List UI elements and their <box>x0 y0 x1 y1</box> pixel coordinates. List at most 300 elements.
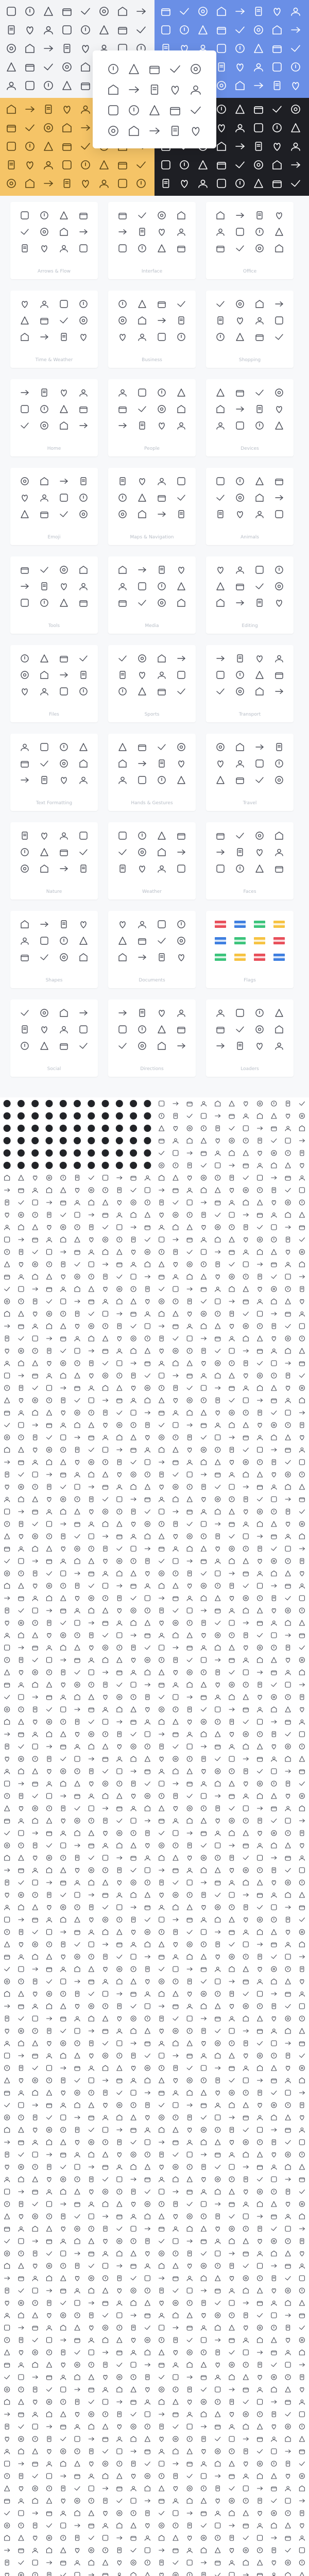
catalog-icon <box>103 1460 108 1465</box>
catalog-icon <box>202 2028 205 2033</box>
catalog-icon <box>103 1757 108 1761</box>
category-icon <box>257 656 262 662</box>
category-icon <box>140 1009 145 1016</box>
category-icons <box>108 734 196 795</box>
catalog-icon <box>145 2276 150 2281</box>
catalog-icon <box>215 2437 220 2441</box>
catalog-icon <box>258 1362 263 1365</box>
catalog-icon <box>286 2066 289 2071</box>
catalog-icon <box>299 2016 304 2021</box>
catalog-icon <box>131 1954 136 1959</box>
catalog-icon <box>19 1447 24 1452</box>
brand-icon <box>18 1162 25 1169</box>
catalog-icon <box>146 2387 149 2392</box>
catalog-icon <box>5 1447 10 1452</box>
catalog-icon <box>146 2511 149 2516</box>
category-icon <box>159 954 164 961</box>
catalog-icon <box>75 1892 80 1897</box>
category-icon <box>276 479 283 485</box>
catalog-icon <box>5 1325 10 1328</box>
catalog-icon <box>243 1992 248 1996</box>
catalog-icon <box>173 2561 178 2565</box>
catalog-icon <box>299 1942 304 1947</box>
catalog-icon <box>146 1694 149 1700</box>
catalog-icon <box>103 1213 108 1217</box>
catalog-icon <box>47 1905 51 1910</box>
category-icon <box>159 1010 164 1016</box>
catalog-icon <box>243 1286 248 1292</box>
catalog-icon <box>201 2153 206 2156</box>
catalog-icon <box>103 1498 108 1501</box>
catalog-icon <box>258 1113 263 1118</box>
catalog-icon <box>103 2437 108 2442</box>
catalog-icon <box>258 2065 263 2071</box>
catalog-icon <box>75 1200 80 1205</box>
catalog-icon <box>201 1572 206 1575</box>
catalog-icon <box>103 1943 108 1946</box>
catalog-icon <box>258 2079 263 2082</box>
catalog-icon <box>300 1694 304 1700</box>
catalog-icon <box>271 1831 277 1836</box>
catalog-icon <box>131 1571 136 1576</box>
catalog-icon <box>75 1497 80 1502</box>
category-icon <box>42 246 47 252</box>
catalog-icon <box>103 2042 108 2045</box>
catalog-icon <box>104 1818 107 1823</box>
catalog-icon <box>229 1509 234 1514</box>
catalog-icon <box>32 1510 38 1514</box>
catalog-icon <box>32 1460 38 1465</box>
catalog-icon <box>117 2325 122 2330</box>
category-icon <box>178 495 185 500</box>
catalog-icon <box>173 2499 178 2503</box>
category-icon <box>256 335 263 341</box>
catalog-icon <box>272 2016 276 2021</box>
catalog-icon <box>19 2115 24 2120</box>
catalog-icon <box>271 1349 277 1353</box>
catalog-icon <box>160 1213 163 1217</box>
catalog-icon <box>46 2252 52 2256</box>
catalog-icon <box>19 1806 23 1811</box>
catalog-icon <box>159 1249 164 1255</box>
brand-icon <box>74 1162 81 1169</box>
catalog-icon <box>258 2263 263 2268</box>
catalog-icon <box>117 2473 122 2479</box>
catalog-icon <box>33 2387 37 2392</box>
catalog-icon <box>187 1633 192 1638</box>
catalog-icon <box>215 1658 220 1662</box>
catalog-icon <box>187 2054 192 2058</box>
catalog-icon <box>46 1410 52 1415</box>
catalog-icon <box>131 1386 135 1391</box>
catalog-icon <box>61 1695 66 1700</box>
catalog-icon <box>201 1980 206 1984</box>
catalog-icon <box>89 2202 94 2207</box>
catalog-icon <box>32 2240 38 2243</box>
catalog-icon <box>61 1473 66 1477</box>
catalog-icon <box>5 1237 10 1242</box>
catalog-icon <box>285 1484 290 1489</box>
catalog-icon <box>159 1435 164 1440</box>
catalog-icon <box>258 1917 263 1922</box>
category-icon <box>21 655 28 662</box>
catalog-icon <box>243 1126 248 1131</box>
catalog-icon <box>271 2325 277 2330</box>
catalog-icon <box>201 1793 206 1799</box>
catalog-icon <box>61 1337 66 1341</box>
catalog-icon <box>243 1694 248 1700</box>
category-icon <box>158 832 165 839</box>
card-caption: Weather <box>142 889 162 894</box>
catalog-icon <box>258 2239 262 2244</box>
catalog-icon <box>46 2412 52 2417</box>
catalog-icon <box>258 2487 263 2490</box>
catalog-icon <box>173 1881 178 1885</box>
category-icons <box>108 645 196 707</box>
catalog-icon <box>243 2252 248 2256</box>
catalog-icon <box>5 2240 10 2243</box>
category-icon <box>178 1044 185 1048</box>
catalog-icon <box>271 2065 277 2071</box>
brand-icon <box>144 1125 151 1132</box>
catalog-icon <box>187 1880 192 1885</box>
category-icon <box>158 599 165 606</box>
catalog-icon <box>173 2115 178 2120</box>
category-icon <box>60 673 67 677</box>
catalog-icon <box>19 2078 23 2083</box>
catalog-icon <box>159 2041 164 2046</box>
catalog-icon <box>75 1336 80 1341</box>
catalog-icon <box>272 2412 276 2417</box>
catalog-icon <box>103 2029 108 2033</box>
category-icon <box>120 865 125 872</box>
catalog-icon <box>173 1212 178 1217</box>
category-icon <box>276 655 283 662</box>
catalog-icon <box>300 1571 304 1576</box>
catalog-icon <box>244 2177 248 2182</box>
catalog-icon <box>159 2350 164 2355</box>
catalog-icon <box>202 1484 205 1489</box>
catalog-icon <box>258 2560 263 2565</box>
category-icon <box>81 478 86 485</box>
catalog-icon <box>5 1819 10 1823</box>
catalog-icon <box>243 1188 248 1193</box>
catalog-icon <box>258 1324 263 1329</box>
catalog-icon <box>75 2226 80 2231</box>
catalog-icon <box>187 1546 192 1551</box>
catalog-icon <box>202 1905 205 1910</box>
catalog-icon <box>159 1657 164 1663</box>
catalog-icon <box>300 2511 304 2516</box>
catalog-icon <box>61 2091 65 2095</box>
catalog-icon <box>19 1719 24 1724</box>
catalog-icon <box>300 1707 304 1712</box>
catalog-icon <box>103 2325 108 2330</box>
catalog-icon <box>174 2350 177 2355</box>
brand-icon <box>31 1149 39 1157</box>
catalog-icons <box>0 1097 309 2576</box>
catalog-icon <box>19 1955 24 1959</box>
catalog-icon <box>5 2449 10 2454</box>
catalog-icon <box>159 1385 164 1391</box>
catalog-icon <box>5 1869 10 1872</box>
catalog-icon <box>75 2215 80 2218</box>
catalog-icon <box>47 1892 51 1897</box>
brand-icon <box>144 1100 151 1107</box>
catalog-icon <box>229 1781 234 1786</box>
catalog-icon <box>19 1769 24 1774</box>
catalog-icon <box>89 1658 94 1663</box>
catalog-icon <box>201 2116 206 2120</box>
catalog-icon <box>103 1671 108 1674</box>
catalog-icon <box>103 1906 108 1909</box>
catalog-icon <box>32 1274 38 1279</box>
catalog-icon <box>243 1349 248 1352</box>
catalog-icon <box>75 1399 80 1402</box>
catalog-icon <box>285 1448 290 1452</box>
catalog-icon <box>299 1126 304 1131</box>
catalog-icon <box>173 1855 178 1860</box>
catalog-icon <box>145 1312 150 1316</box>
catalog-icon <box>131 1658 135 1663</box>
catalog-icon <box>103 1793 108 1799</box>
catalog-icon <box>258 1138 262 1143</box>
catalog-icon <box>187 1200 192 1205</box>
catalog-icon <box>103 2337 108 2343</box>
catalog-icon <box>187 2214 192 2219</box>
catalog-icon <box>258 2226 262 2231</box>
catalog-icon <box>215 1831 220 1836</box>
catalog-icon <box>271 1793 277 1799</box>
brand-icon <box>130 1112 137 1120</box>
catalog-icon <box>75 2004 79 2009</box>
category-icon <box>60 494 67 501</box>
catalog-icon <box>229 2487 234 2490</box>
catalog-icon <box>258 2288 263 2293</box>
catalog-icon <box>173 1733 178 1737</box>
catalog-icon <box>299 1596 304 1601</box>
catalog-icon <box>90 1238 93 1242</box>
category-card-shapes <box>10 911 98 988</box>
catalog-icon <box>131 2066 135 2071</box>
catalog-icon <box>46 2399 52 2404</box>
catalog-icon <box>89 1670 94 1675</box>
catalog-icon <box>131 1250 135 1255</box>
catalog-icon <box>131 1200 136 1205</box>
category-icon <box>179 761 184 767</box>
catalog-icon <box>285 2300 290 2306</box>
catalog-icon <box>5 2177 10 2182</box>
catalog-icon <box>173 1558 178 1564</box>
catalog-icon <box>159 1670 164 1675</box>
category-icon <box>236 688 244 695</box>
catalog-icon <box>159 1411 164 1415</box>
catalog-icon <box>271 1657 277 1663</box>
category-icon <box>42 583 47 590</box>
catalog-icon <box>173 1311 178 1316</box>
catalog-icon <box>160 2301 163 2306</box>
catalog-icon <box>131 2436 136 2442</box>
catalog-icon <box>258 1175 263 1180</box>
catalog-icon <box>174 2201 177 2207</box>
catalog-icon <box>131 1176 136 1180</box>
catalog-icon <box>75 1373 80 1378</box>
catalog-icon <box>75 2436 80 2442</box>
catalog-icon <box>132 1509 135 1514</box>
catalog-icon <box>104 2239 107 2244</box>
category-card-business <box>108 291 196 368</box>
category-icon <box>21 938 28 944</box>
catalog-icon <box>131 1942 136 1947</box>
catalog-icon <box>61 1262 65 1267</box>
card-caption: Loaders <box>241 1066 259 1072</box>
catalog-icon <box>5 1571 10 1576</box>
catalog-icon <box>103 1893 108 1897</box>
catalog-icon <box>201 2535 206 2540</box>
catalog-icon <box>117 1472 121 1477</box>
catalog-icon <box>89 2252 94 2256</box>
catalog-icon <box>202 2300 205 2306</box>
catalog-icon <box>104 1423 107 1428</box>
catalog-icon <box>187 1188 192 1193</box>
catalog-icon <box>32 2376 38 2379</box>
category-icon <box>158 318 165 323</box>
catalog-icon <box>286 1386 289 1391</box>
catalog-icon <box>145 1348 150 1353</box>
catalog-icon <box>61 2338 66 2342</box>
catalog-icon <box>201 1447 206 1452</box>
catalog-icon <box>33 1435 37 1440</box>
catalog-icon <box>131 1620 136 1625</box>
catalog-icon <box>32 2326 38 2330</box>
catalog-icon <box>117 2548 121 2553</box>
catalog-icon <box>117 1188 121 1193</box>
catalog-icon <box>187 1818 192 1823</box>
catalog-icon <box>61 1658 66 1662</box>
catalog-icon <box>117 1929 122 1935</box>
catalog-icon <box>173 2005 178 2009</box>
featured-icon <box>170 66 180 73</box>
catalog-icon <box>61 1398 65 1403</box>
catalog-icon <box>145 2326 150 2330</box>
catalog-icon <box>19 1398 23 1403</box>
catalog-icon <box>103 1596 108 1601</box>
catalog-icon <box>159 2189 164 2194</box>
catalog-icon <box>285 1189 290 1192</box>
catalog-icon <box>215 2127 220 2132</box>
catalog-icon <box>5 1311 10 1316</box>
catalog-icon <box>188 2264 192 2268</box>
featured-icon <box>129 126 139 135</box>
catalog-icon <box>229 1546 234 1551</box>
category-icon <box>277 406 282 413</box>
catalog-icon <box>271 2091 277 2095</box>
catalog-icon <box>159 1509 164 1514</box>
catalog-icon <box>243 1150 248 1156</box>
category-icons <box>206 734 294 795</box>
catalog-icon <box>146 1707 149 1712</box>
catalog-icon <box>285 2350 290 2355</box>
catalog-icon <box>300 2239 304 2244</box>
brand-icon <box>130 1125 137 1132</box>
catalog-icon <box>229 1522 234 1527</box>
catalog-icon <box>173 2277 178 2281</box>
catalog-icon <box>117 1200 121 1205</box>
catalog-icon <box>258 1299 263 1304</box>
catalog-icon <box>19 2387 24 2392</box>
catalog-icon <box>131 1694 136 1700</box>
catalog-icon <box>201 2473 206 2479</box>
catalog-icon <box>216 1398 219 1403</box>
catalog-icon <box>47 1484 51 1489</box>
catalog-icon <box>271 2523 277 2528</box>
catalog-icon <box>61 1609 66 1613</box>
catalog-icon <box>299 1856 304 1860</box>
catalog-icon <box>258 1583 263 1588</box>
category-icon <box>139 300 146 308</box>
catalog-icon <box>5 2523 10 2528</box>
catalog-icon <box>145 2190 150 2194</box>
catalog-icon <box>61 1373 66 1378</box>
catalog-icon <box>215 2263 220 2268</box>
catalog-icon <box>117 2561 121 2565</box>
catalog-icon <box>187 2004 192 2009</box>
catalog-icon <box>89 1831 94 1836</box>
catalog-icon <box>173 2375 178 2380</box>
catalog-icon <box>46 1188 52 1193</box>
catalog-icon <box>299 1226 304 1230</box>
catalog-icon <box>299 1102 304 1106</box>
catalog-icon <box>229 2449 234 2454</box>
category-card-hands <box>108 734 196 811</box>
featured-icon <box>172 126 179 135</box>
catalog-icon <box>75 2289 80 2293</box>
catalog-icon <box>285 2214 290 2219</box>
catalog-icon <box>187 1868 192 1873</box>
catalog-icon <box>159 1707 164 1712</box>
catalog-icon <box>229 1756 234 1761</box>
catalog-icon <box>61 1905 66 1910</box>
catalog-icon <box>187 2486 192 2491</box>
category-icon <box>41 301 48 308</box>
catalog-icon <box>285 1670 290 1675</box>
catalog-icon <box>216 1942 219 1947</box>
catalog-icon <box>46 1696 52 1700</box>
catalog-icon <box>215 1509 220 1514</box>
catalog-icon <box>117 1385 122 1391</box>
catalog-icon <box>258 1226 263 1229</box>
catalog-icon <box>216 1683 219 1687</box>
category-icon <box>41 688 48 695</box>
card-caption: Office <box>243 269 257 274</box>
catalog-icon <box>89 1534 94 1539</box>
category-icon <box>217 301 224 307</box>
category-icon <box>60 850 67 856</box>
catalog-icon <box>131 2164 136 2170</box>
catalog-icon <box>230 1583 234 1588</box>
catalog-icon <box>215 1571 220 1576</box>
catalog-icon <box>300 1843 304 1848</box>
catalog-icon <box>215 2140 220 2145</box>
catalog-icon <box>5 1200 9 1205</box>
category-icon <box>139 1042 146 1049</box>
catalog-icon <box>187 1942 192 1947</box>
catalog-icon <box>145 1547 150 1550</box>
catalog-icon <box>61 1201 66 1205</box>
catalog-icon <box>89 1386 94 1391</box>
catalog-icon <box>285 1325 290 1328</box>
catalog-icon <box>160 2424 163 2429</box>
